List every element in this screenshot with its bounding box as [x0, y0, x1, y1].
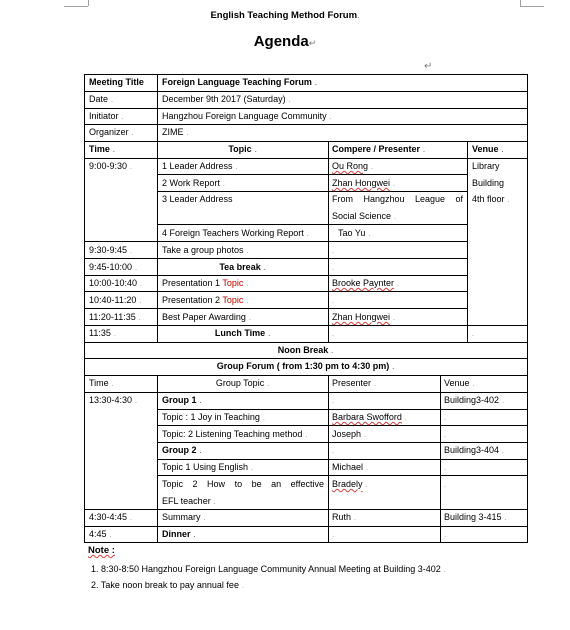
topic-cell: Best Paper Awarding . [162, 312, 251, 322]
empty-cell-mark: . [444, 482, 446, 489]
venue-floor: 4th floor . [472, 194, 510, 204]
afternoon-venue-header: Venue . [444, 378, 475, 388]
meeting-title-value: Foreign Language Teaching Forum . [162, 77, 317, 87]
group-topic-cell: EFL teacher . [162, 496, 216, 506]
note-item: 2. Take noon break to pay annual fee . [91, 580, 244, 590]
group-topic-cell: Group 2 . [162, 445, 202, 455]
lunch-topic: Lunch Time . [214, 328, 271, 338]
date-label: Date . [89, 94, 113, 104]
venue-cell: Building 3-415 . [444, 512, 507, 522]
morning-topic-header: Topic . [228, 144, 257, 154]
notes-title: Note : [88, 545, 115, 556]
empty-cell-mark: . [332, 532, 334, 539]
organizer-value: ZIME . [162, 127, 189, 137]
session-time: 10:40-11:20 . [89, 295, 142, 305]
empty-cell-mark: . [332, 398, 334, 405]
date-value: December 9th 2017 (Saturday) . [162, 94, 291, 104]
topic-cell: Presentation 2 Topic . [162, 295, 249, 305]
afternoon-time-header: Time . [89, 378, 114, 388]
empty-cell-mark: . [444, 432, 446, 439]
group-topic-cell: Topic: 2 Listening Teaching method . [162, 429, 308, 439]
presenter-cell: Tao Yu . [338, 228, 371, 238]
noon-break-row: Noon Break . [277, 345, 334, 355]
group-topic-cell: Topic 1 Using English . [162, 462, 253, 472]
afternoon-topic-header: Group Topic . [215, 378, 270, 388]
presenter-cell: Zhan Hongwei . [332, 178, 395, 188]
group-topic-cell: Topic : 1 Joy in Teaching . [162, 412, 265, 422]
presenter-cell: Joseph . [332, 429, 366, 439]
group-topic-cell: Group 1 . [162, 395, 202, 405]
session-time: 13:30-4:30 . [89, 395, 137, 405]
venue-library: Library [472, 161, 500, 171]
session-time: 4:30-4:45 . [89, 512, 132, 522]
agenda-heading: Agenda↵ [253, 33, 317, 50]
morning-venue-header: Venue . [472, 144, 504, 154]
topic-cell: 4 Foreign Teachers Working Report . [162, 228, 309, 238]
venue-cell: Building3-402 . [444, 395, 504, 405]
empty-cell-mark: . [332, 331, 334, 338]
empty-cell-mark: . [444, 532, 446, 539]
morning-time-header: Time . [89, 144, 115, 154]
topic-cell: 2 Work Report . [162, 178, 225, 188]
topic-cell: Presentation 1 Topic . [162, 278, 249, 288]
group-topic-cell: Dinner . [162, 529, 196, 539]
empty-cell-mark: . [472, 331, 474, 338]
session-time: 4:45 . [89, 529, 112, 539]
tea-break-topic: Tea break . [219, 262, 266, 272]
page-corner-mark [88, 0, 89, 6]
empty-cell-mark: . [332, 298, 334, 305]
presenter-cell: Social Science . [332, 211, 396, 221]
empty-cell-mark: . [444, 465, 446, 472]
session-time: 11:35 . [89, 328, 116, 338]
session-time: 11:20-11:35 . [89, 312, 141, 322]
session-time: 9:45-10:00 . [89, 262, 137, 272]
initiator-value: Hangzhou Foreign Language Community . [162, 111, 332, 121]
initiator-label: Initiator . [89, 111, 124, 121]
session-time: 9:00-9:30 . [89, 161, 132, 171]
note-item: 1. 8:30-8:50 Hangzhou Foreign Language Community Annual Meeting at Building 3-402 . [91, 564, 446, 574]
morning-presenter-header: Compere / Presenter . [332, 144, 425, 154]
empty-cell-mark: . [332, 265, 334, 272]
topic-cell: 1 Leader Address . [162, 161, 238, 171]
group-forum-row: Group Forum ( from 1:30 pm to 4:30 pm) . [216, 361, 395, 371]
presenter-cell: Ruth . [332, 512, 356, 522]
venue-cell: Building3-404 . [444, 445, 504, 455]
presenter-cell: Barbara Swofford . [332, 412, 407, 422]
session-time: 10:00-10:40 . [89, 278, 142, 288]
presenter-cell: Michael . [332, 462, 368, 472]
presenter-cell: Ou Rong . [332, 161, 373, 171]
meeting-title-label: Meeting Title [89, 77, 144, 87]
document-title: English Teaching Method Forum. [210, 10, 360, 21]
organizer-label: Organizer . [89, 127, 134, 137]
empty-cell-mark: . [444, 415, 446, 422]
presenter-cell: Bradely . [332, 479, 368, 489]
topic-cell: 3 Leader Address [162, 194, 233, 204]
session-time: 9:30-9:45 . [89, 245, 132, 255]
presenter-cell: Brooke Paynter . [332, 278, 399, 288]
empty-cell-mark: . [332, 248, 334, 255]
page-corner-mark [64, 0, 88, 7]
page-corner-mark [520, 6, 544, 7]
group-topic-cell: Topic 2 How to be an effective [162, 479, 324, 489]
venue-building: Building [472, 178, 505, 188]
presenter-cell: From Hangzhou League of [332, 194, 463, 204]
paragraph-mark-icon: ↵ [424, 61, 433, 72]
empty-cell-mark: . [332, 448, 334, 455]
group-topic-cell: Summary . [162, 512, 206, 522]
presenter-cell: Zhan Hongwei . [332, 312, 395, 322]
afternoon-presenter-header: Presenter . [332, 378, 376, 388]
topic-cell: Take a group photos . [162, 245, 249, 255]
